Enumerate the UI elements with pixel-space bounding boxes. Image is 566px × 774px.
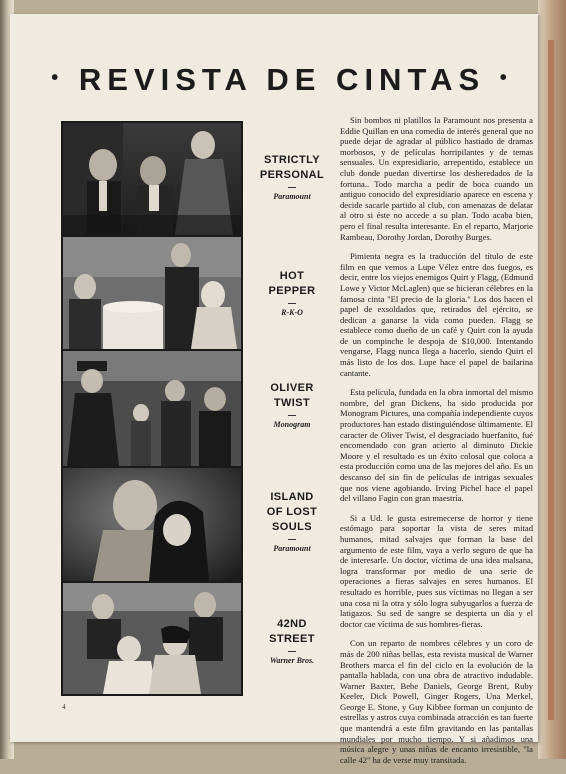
page-edge (538, 0, 566, 759)
film-title: 42ND STREET (269, 618, 315, 645)
page-title (38, 62, 526, 98)
divider (288, 415, 296, 416)
photo-column (61, 121, 243, 696)
film-title: ISLAND OF LOST SOULS (266, 491, 318, 533)
right-ornament: • (499, 67, 513, 89)
review-42nd-street: Con un reparto de nombres célebres y un coro de más de 200 niñas bellas, esta revista musical de Warner Brothers marca el fin del ciclo en la evolución de la pantalla hablada, con una obra de atractivo indudable. Warner Baxter, Bebe Daniels, George Brent, Ruby Keeler, Dick Powell, Ginger Rogers, Una Merkel, George E. Stone, y Guy Kibbee forman un conjunto de estrellas y astros cuya combinada atracción es tan fuerte que mantendrá a este film gravitando en las pantallas mundiales por mucho tiempo. Y si añadimos una música alegre y unas niñas de encanto irresistible, "la calle 42" ha de verse muy transitada. (340, 638, 533, 765)
still-hot-pepper (63, 237, 241, 349)
page-edge-strip (548, 40, 554, 720)
review-island-of-lost-souls: Si a Ud. le gusta estremecerse de horror y tiene estómago para soportar la vista de seres mitad humanos, mitad salvajes que forman la base del argumento de este film, vaya a verlo seguro de que ha de interesarle. Un doctor, víctima de una idea malsana, logra transformar por medio de una serie de operaciones a fieras salvajes en seres humanos. El resultado es horrible, pues sus víctimas no llegan a ser una cosa ni la otra y sólo logra subyugarlos a fuerza de latigazos. Su sed de sangre se despierta un día y el doctor cae víctima de sus hombres-fieras. (340, 512, 533, 629)
review-oliver-twist: Esta película, fundada en la obra inmortal del mismo nombre, del gran Dickens, ha sido producida por Monogram Pictures, una compañía independiente cuyos productores han estado distinguiéndose últimamente. El caracter de Oliver Twist, el desgraciado huerfanito, fué encomendado con gran acierto al diminuto Dickie Moore y el resultado es un éxito colosal que coloca a esta producción como una de las mejores del año. Es un descanso del sin fin de películas de intrigas sexuales que nos viene agobiando. Irving Pichel hace el papel del villano Fagin con gran maestría. (340, 387, 533, 504)
still-42nd-street (63, 583, 241, 694)
film-studio: Paramount (273, 192, 311, 201)
title-text: REVISTA DE CINTAS (78, 62, 486, 97)
still-oliver-twist (63, 351, 241, 466)
still-island-of-lost-souls (63, 468, 241, 581)
divider (288, 187, 296, 188)
left-ornament: • (51, 67, 65, 89)
review-column (340, 115, 533, 774)
divider (288, 539, 296, 540)
film-label-strictly-personal (252, 153, 332, 201)
divider (288, 303, 296, 304)
film-studio: R-K-O (281, 308, 303, 317)
divider (288, 651, 296, 652)
film-title: OLIVER TWIST (270, 382, 314, 409)
review-strictly-personal: Sin bombos ni platillos la Paramount nos presenta a Eddie Quillan en una comedia de interés general que no puede dejar de agradar al público hastiado de dramas morbosos, y de películas horripilantes y de temas sensuales. Un expresidiario, arrepentido, establece un club donde puedan divertirse los desheredados de la fortuna.. Todo marcha a pedir de boca cuando un antiguo conocido del expresidiario aparece en escena y decide sacarle partido al club, con amenazas de delatar al otro si éste no accede a su plan. Todo acaba bien, pero el final resulta interesante. En el reparto, Marjorie Rambeau, Dorothy Jordan, Dorothy Burges. (340, 115, 533, 242)
film-label-42nd-street (252, 617, 332, 665)
review-hot-pepper: Pimienta negra es la traducción del título de este film en que vemos a Lupe Vélez entre dos fuegos, es decir, entre los viejos enemigos Quirt y Flagg, (Edmund Lowe y Victor McLaglen) que se hicieran célebres en la famosa cinta "El precio de la gloria." Los dos hacen el papel de exsoldados que, retirados del ejército, se dedican a ganarse la vida como pueden. Flagg se establece como dueño de un café y Quirt con la ayuda de un compinche le despoja de $10,000. Intentando vengarse, Flagg nunca llega a hacerlo, siendo Quirt el más listo de los dos. Lupe hace el papel de bailarina cantante. (340, 251, 533, 378)
page-number: 4 (62, 703, 66, 711)
still-strictly-personal (63, 123, 241, 235)
film-title: STRICTLY PERSONAL (259, 154, 325, 181)
film-label-oliver-twist (252, 381, 332, 429)
film-studio: Paramount (273, 544, 311, 553)
film-studio: Monogram (273, 420, 311, 429)
film-label-island-of-lost-souls (252, 490, 332, 553)
film-studio: Warner Bros. (269, 656, 315, 665)
film-title: HOT PEPPER (268, 270, 316, 297)
film-label-hot-pepper (252, 269, 332, 317)
